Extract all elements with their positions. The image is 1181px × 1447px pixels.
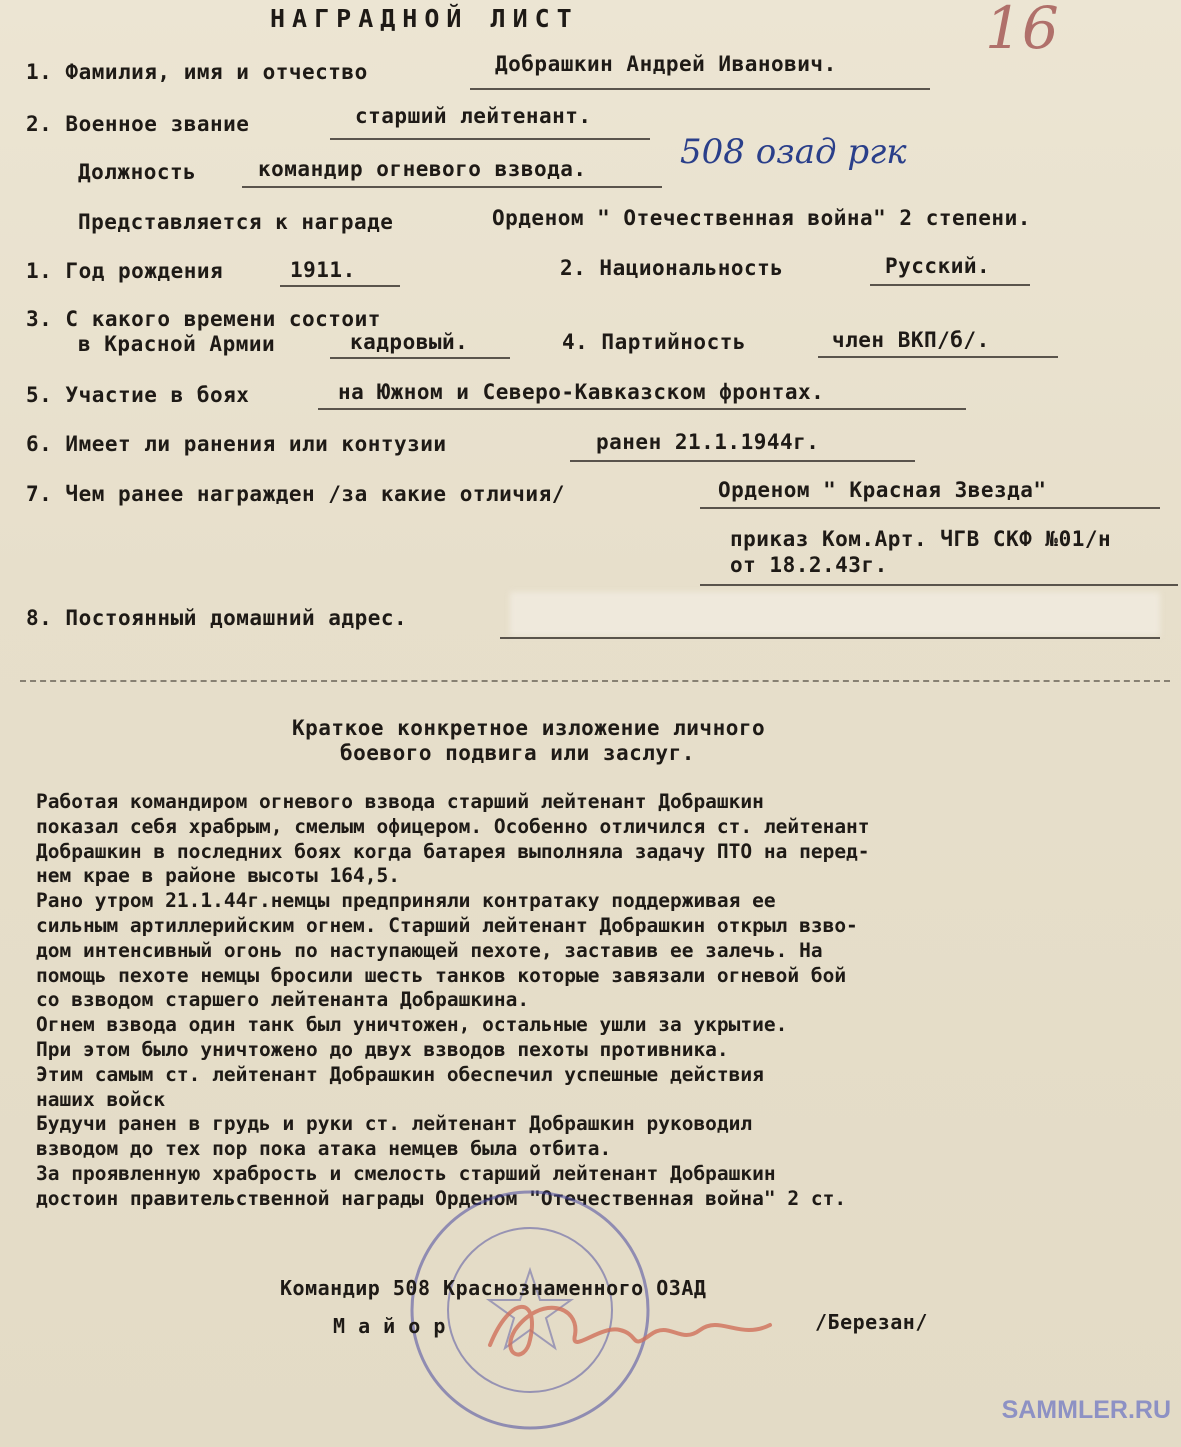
section-title-2: боевого подвига или заслуг.	[340, 741, 695, 765]
citation-line: Добрашкин в последних боях когда батарея выполняла задачу ПТО на перед-	[36, 839, 870, 863]
prev-order-line-1: приказ Ком.Арт. ЧГВ СКФ №01/н	[730, 527, 1112, 551]
signature-title: Командир 508 Краснознаменного ОЗАД	[280, 1276, 707, 1300]
handwritten-signature	[470, 1285, 790, 1375]
citation-line: со взводом старшего лейтенанта Добрашкина.	[36, 988, 530, 1012]
party-label: 4. Партийность	[562, 330, 747, 354]
prev-order-line-2: от 18.2.43г.	[730, 553, 888, 577]
page-number: 16	[985, 0, 1059, 62]
name-value: Добрашкин Андрей Иванович.	[495, 52, 837, 76]
unit-handwritten: 508 озад ргк	[680, 132, 907, 172]
citation-line: Этим самым ст. лейтенант Добрашкин обеспечил успешные действия	[36, 1062, 764, 1086]
address-redacted	[510, 592, 1160, 636]
citation-line: наших войск	[36, 1087, 166, 1111]
section-divider	[20, 680, 1170, 682]
rank-value: старший лейтенант.	[355, 104, 592, 128]
army-label-1: 3. С какого времени состоит	[26, 307, 381, 331]
army-label-2: в Красной Армии	[78, 332, 276, 356]
citation-line: Огнем взвода один танк был уничтожен, остальные ушли за укрытие.	[36, 1013, 788, 1037]
army-value: кадровый.	[350, 330, 469, 354]
address-label: 8. Постоянный домашний адрес.	[26, 606, 408, 630]
prev-awards-value: Орденом " Красная Звезда"	[718, 478, 1047, 502]
battles-label: 5. Участие в боях	[26, 383, 250, 407]
party-underline	[818, 356, 1058, 358]
citation-line: помощь пехоте немцы бросили шесть танков которые завязали огневой бой	[36, 963, 847, 987]
citation-line: взводом до тех пор пока атака немцев была отбита.	[36, 1137, 612, 1161]
presented-label: Представляется к награде	[78, 210, 394, 234]
citation-text	[36, 790, 1166, 1212]
nationality-underline	[870, 284, 1030, 286]
citation-line: Работая командиром огневого взвода старший лейтенант Добрашкин	[36, 790, 764, 813]
citation-line: нем крае в районе высоты 164,5.	[36, 864, 400, 888]
rank-label: 2. Военное звание	[26, 112, 250, 136]
nationality-value: Русский.	[885, 254, 991, 278]
battles-underline	[318, 408, 966, 410]
position-label: Должность	[78, 160, 197, 184]
signature-rank: М а й о р	[333, 1314, 446, 1338]
nationality-label: 2. Национальность	[560, 256, 784, 280]
address-underline	[500, 637, 1160, 639]
position-value: командир огневого взвода.	[258, 157, 587, 181]
citation-line: достоин правительственной награды Орденом "Отечественная война" 2 ст.	[36, 1186, 847, 1210]
position-underline	[242, 186, 662, 188]
battles-value: на Южном и Северо-Кавказском фронтах.	[338, 380, 825, 404]
birth-underline	[280, 285, 400, 287]
presented-value: Орденом " Отечественная война" 2 степени.	[492, 206, 1031, 230]
citation-line: При этом было уничтожено до двух взводов пехоты противника.	[36, 1037, 729, 1061]
name-label: 1. Фамилия, имя и отчество	[26, 60, 368, 84]
army-underline	[330, 357, 510, 359]
wounds-label: 6. Имеет ли ранения или контузии	[26, 432, 447, 456]
citation-line: За проявленную храбрость и смелость старший лейтенант Добрашкин	[36, 1161, 776, 1185]
citation-line: Будучи ранен в грудь и руки ст. лейтенант Добрашкин руководил	[36, 1112, 753, 1136]
name-underline	[470, 88, 930, 90]
prev-awards-underline	[700, 507, 1160, 509]
rank-underline	[330, 138, 650, 140]
party-value: член ВКП/б/.	[832, 328, 990, 352]
citation-line: дом интенсивный огонь по наступающей пехоте, заставив ее залечь. На	[36, 938, 823, 962]
citation-line: сильным артиллерийским огнем. Старший лейтенант Добрашкин открыл взво-	[36, 913, 858, 937]
citation-line: Рано утром 21.1.44г.немцы предприняли контратаку поддерживая ее	[36, 889, 776, 913]
watermark: SAMMLER.RU	[1001, 1396, 1171, 1424]
wounds-underline	[570, 460, 915, 462]
document-title: НАГРАДНОЙ ЛИСТ	[270, 4, 579, 33]
prev-order-underline	[700, 584, 1178, 586]
prev-awards-label: 7. Чем ранее награжден /за какие отличия/	[26, 482, 565, 506]
citation-line: показал себя храбрым, смелым офицером. Особенно отличился ст. лейтенант	[36, 814, 870, 838]
section-title-1: Краткое конкретное изложение личного	[292, 716, 766, 740]
birth-label: 1. Год рождения	[26, 259, 224, 283]
birth-value: 1911.	[290, 258, 356, 282]
wounds-value: ранен 21.1.1944г.	[596, 430, 820, 454]
signature-name: /Березан/	[815, 1310, 928, 1334]
